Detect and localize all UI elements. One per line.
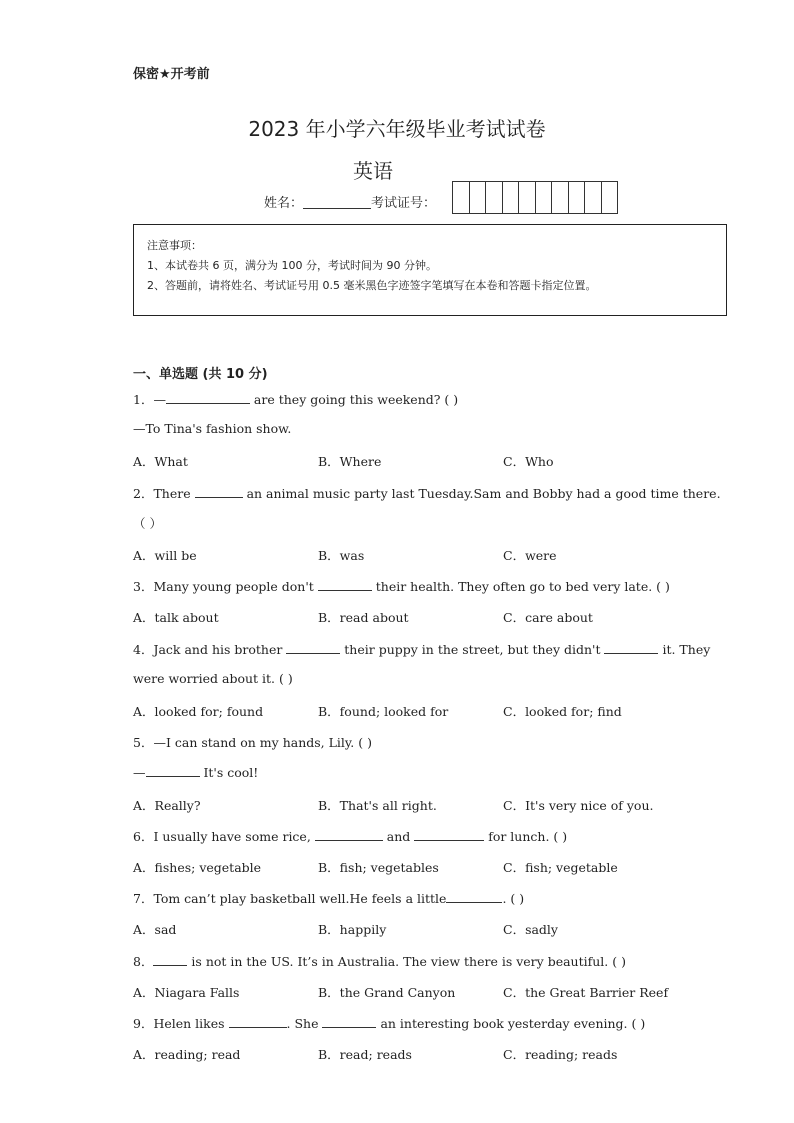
option-a[interactable]: A．Niagara Falls <box>133 985 240 1000</box>
option-c[interactable]: C．Who <box>503 454 554 469</box>
notice-item-2: 2、答题前，请将姓名、考试证号用 0.5 毫米黑色字迹签字笔填写在本卷和答题卡指定位置。 <box>147 279 597 292</box>
option-c[interactable]: C．reading; reads <box>503 1047 618 1062</box>
student-info-row <box>264 192 436 211</box>
option-b[interactable]: B．the Grand Canyon <box>318 985 456 1000</box>
question-7: 7．Tom can’t play basketball well.He feels a little . ( ) <box>133 891 525 906</box>
name-label: 姓名： <box>264 196 304 211</box>
question-6: 6．I usually have some rice, and for lunch. ( ) <box>133 829 568 844</box>
question-2-paren: （ ） <box>133 516 162 531</box>
answer-blank <box>146 764 200 777</box>
notice-heading: 注意事项： <box>147 239 202 252</box>
option-b[interactable]: B．was <box>318 548 365 563</box>
answer-blank <box>153 953 187 966</box>
option-b[interactable]: B．Where <box>318 454 382 469</box>
notice-box <box>133 224 727 316</box>
notice-item-1: 1、本试卷共 6 页，满分为 100 分，考试时间为 90 分钟。 <box>147 259 437 272</box>
question-4-cont: were worried about it. ( ) <box>133 671 293 686</box>
exam-id-label: 考试证号： <box>371 196 437 211</box>
question-1: 1．— are they going this weekend? ( ) <box>133 392 459 407</box>
option-a[interactable]: A．fishes; vegetable <box>133 860 262 875</box>
option-b[interactable]: B．happily <box>318 922 387 937</box>
section-title: 一、单选题 (共 10 分) <box>133 367 268 382</box>
answer-blank <box>315 828 383 841</box>
option-b[interactable]: B．That's all right. <box>318 798 437 813</box>
answer-blank <box>166 391 250 404</box>
option-a[interactable]: A．sad <box>133 922 177 937</box>
question-8: 8． is not in the US. It’s in Australia. The view there is very beautiful. ( ) <box>133 954 626 969</box>
answer-blank <box>229 1015 287 1028</box>
exam-id-boxes[interactable] <box>452 181 618 214</box>
name-field[interactable] <box>303 194 371 209</box>
answer-blank <box>322 1015 376 1028</box>
option-b[interactable]: B．read; reads <box>318 1047 412 1062</box>
answer-blank <box>286 641 340 654</box>
option-c[interactable]: C．care about <box>503 610 593 625</box>
question-5: 5．—I can stand on my hands, Lily. ( ) <box>133 735 372 750</box>
option-c[interactable]: C．sadly <box>503 922 558 937</box>
option-a[interactable]: A．will be <box>133 548 197 563</box>
answer-blank <box>446 890 502 903</box>
question-4: 4．Jack and his brother their puppy in the street, but they didn't it. They <box>133 642 711 657</box>
question-3: 3．Many young people don't their health. They often go to bed very late. ( ) <box>133 579 670 594</box>
option-c[interactable]: C．the Great Barrier Reef <box>503 985 669 1000</box>
confidential-label: 保密★开考前 <box>133 67 210 82</box>
option-c[interactable]: C．fish; vegetable <box>503 860 618 875</box>
option-c[interactable]: C．looked for; find <box>503 704 622 719</box>
option-b[interactable]: B．fish; vegetables <box>318 860 439 875</box>
exam-title: 2023 年小学六年级毕业考试试卷 <box>248 117 546 141</box>
option-a[interactable]: A．looked for; found <box>133 704 264 719</box>
question-2: 2．There an animal music party last Tuesday.Sam and Bobby had a good time there. <box>133 486 721 501</box>
option-b[interactable]: B．found; looked for <box>318 704 449 719</box>
answer-blank <box>414 828 484 841</box>
question-5-reply: — It's cool! <box>133 765 259 780</box>
option-a[interactable]: A．talk about <box>133 610 219 625</box>
option-c[interactable]: C．were <box>503 548 557 563</box>
option-c[interactable]: C．It's very nice of you. <box>503 798 654 813</box>
question-9: 9．Helen likes . She an interesting book yesterday evening. ( ) <box>133 1016 646 1031</box>
option-a[interactable]: A．reading; read <box>133 1047 241 1062</box>
subject-title: 英语 <box>353 159 393 183</box>
answer-blank <box>318 578 372 591</box>
option-a[interactable]: A．What <box>133 454 188 469</box>
option-b[interactable]: B．read about <box>318 610 409 625</box>
answer-blank <box>195 485 243 498</box>
question-1-reply: —To Tina's fashion show. <box>133 421 292 436</box>
option-a[interactable]: A．Really? <box>133 798 201 813</box>
answer-blank <box>604 641 658 654</box>
